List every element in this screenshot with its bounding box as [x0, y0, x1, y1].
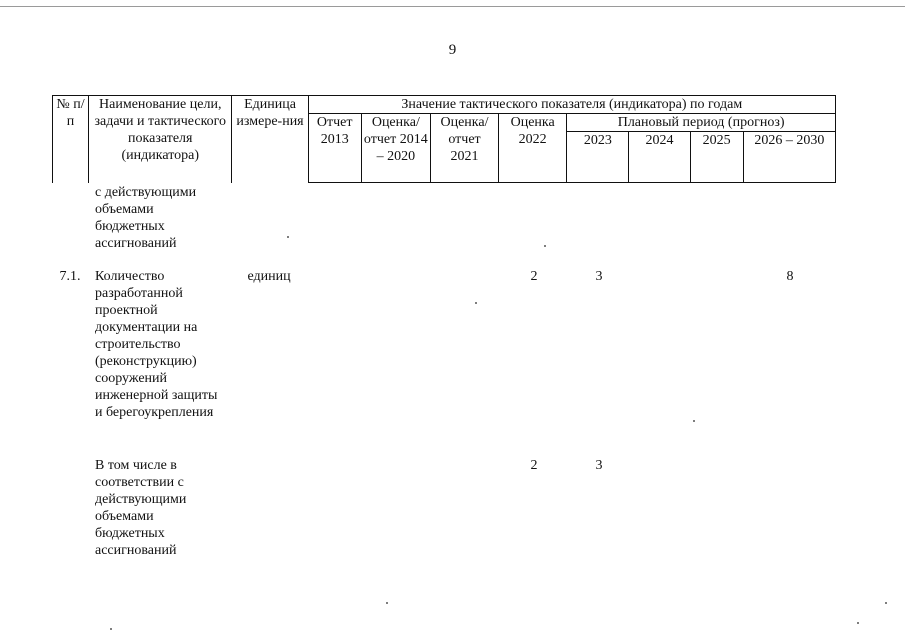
header-estimate-2014-2020: Оценка/ отчет 2014 – 2020 — [361, 114, 430, 183]
row-7-1-name: Количество разработанной проектной документации на строительство (реконструкцию) сооружений инженерной защиты и берегоукрепления — [95, 269, 218, 420]
header-estimate-2021: Оценка/ отчет 2021 — [430, 114, 498, 183]
scan-speck — [885, 602, 887, 604]
row-7-1-value-2023: 3 — [595, 269, 603, 284]
row-7-1-value-2022: 2 — [530, 269, 538, 284]
row-including-name: В том числе в соответствии с действующими объемами бюджетных ассигнований — [95, 458, 187, 558]
scan-speck — [386, 602, 388, 604]
scan-speck — [693, 420, 695, 422]
header-name: Наименование цели, задачи и тактического показателя (индикатора) — [89, 96, 232, 183]
row-including-value-2023: 3 — [595, 458, 603, 473]
scan-speck — [857, 622, 859, 624]
header-plan-period: Плановый период (прогноз) — [567, 114, 836, 132]
header-estimate-2022: Оценка 2022 — [499, 114, 567, 183]
header-year-2023: 2023 — [567, 132, 629, 183]
header-number: № п/п — [53, 96, 89, 183]
row-7-1-value-2026-2030: 8 — [786, 269, 794, 284]
row-continuation-name: с действующими объемами бюджетных ассигнований — [95, 185, 197, 251]
scan-speck — [287, 236, 289, 238]
header-year-2025: 2025 — [690, 132, 743, 183]
page-number: 9 — [448, 42, 457, 58]
header-years-2026-2030: 2026 – 2030 — [743, 132, 835, 183]
page-top-edge — [0, 6, 905, 7]
header-unit: Единица измере-ния — [232, 96, 308, 183]
row-7-1-unit: единиц — [247, 269, 291, 284]
scan-speck — [475, 302, 477, 304]
indicator-table-header — [52, 95, 836, 183]
header-year-2024: 2024 — [629, 132, 690, 183]
row-including-value-2022: 2 — [530, 458, 538, 473]
scan-speck — [544, 245, 546, 247]
header-values-by-year: Значение тактического показателя (индикатора) по годам — [308, 96, 835, 114]
scan-speck — [110, 628, 112, 630]
row-7-1-number: 7.1. — [59, 269, 81, 284]
header-report-2013: Отчет 2013 — [308, 114, 361, 183]
